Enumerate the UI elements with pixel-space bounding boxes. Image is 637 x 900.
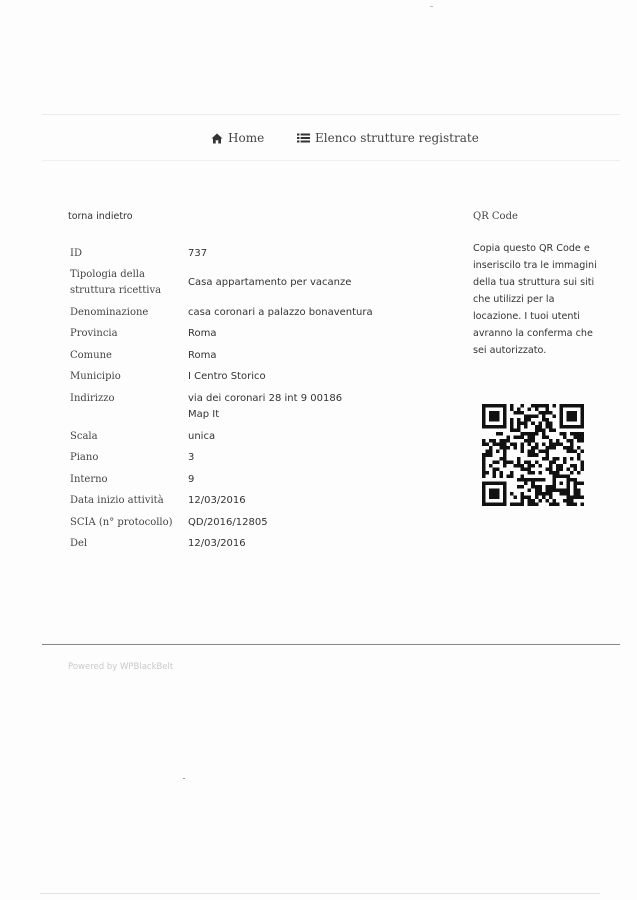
detail-label: Indirizzo <box>70 393 115 404</box>
scan-speck <box>430 6 433 7</box>
nav-elenco-label: Elenco strutture registrate <box>315 131 479 145</box>
nav-divider <box>42 160 620 161</box>
detail-value: via dei coronari 28 int 9 00186 <box>188 393 343 404</box>
home-icon <box>211 133 223 144</box>
detail-value: QD/2016/12805 <box>188 517 268 528</box>
detail-value: unica <box>188 431 216 442</box>
detail-label: Data inizio attività <box>70 495 164 506</box>
detail-value: Casa appartamento per vacanze <box>188 277 352 288</box>
detail-label: Municipio <box>70 371 121 382</box>
detail-label: Piano <box>70 452 99 463</box>
detail-label: Del <box>70 538 88 549</box>
footer-divider <box>42 644 620 645</box>
detail-value: 12/03/2016 <box>188 495 246 506</box>
detail-value: casa coronari a palazzo bonaventura <box>188 307 373 318</box>
scan-speck <box>183 778 185 779</box>
detail-value: 3 <box>188 452 195 463</box>
detail-value: I Centro Storico <box>188 371 266 382</box>
detail-label: SCIA (n° protocollo) <box>70 517 173 528</box>
list-icon <box>297 133 310 143</box>
qr-code-image <box>482 404 584 506</box>
qr-code-description: Copia questo QR Code e inseriscilo tra le immagini della tua struttura sui siti che utilizzi per la locazione. I tuoi utenti avranno la conferma che sei autorizzato. <box>473 243 597 356</box>
detail-label: Comune <box>70 350 112 361</box>
detail-value: 9 <box>188 474 195 485</box>
qr-code-title: QR Code <box>473 211 518 222</box>
map-it-link[interactable]: Map It <box>188 409 220 420</box>
nav-home-label: Home <box>228 131 265 145</box>
detail-value: Roma <box>188 328 217 339</box>
detail-label: Provincia <box>70 328 118 339</box>
main-nav <box>0 131 637 149</box>
powered-by-link[interactable]: Powered by WPBlackBelt <box>68 662 174 672</box>
detail-value: 12/03/2016 <box>188 538 246 549</box>
detail-value: Roma <box>188 350 217 361</box>
top-divider <box>42 114 620 115</box>
detail-label: Scala <box>70 431 98 442</box>
scan-edge <box>40 893 600 894</box>
detail-label: Denominazione <box>70 307 149 318</box>
nav-home[interactable] <box>211 131 264 145</box>
detail-label: Tipologia della struttura ricettiva <box>70 269 162 296</box>
detail-label: ID <box>70 248 82 259</box>
back-link[interactable]: torna indietro <box>68 211 133 222</box>
detail-value: 737 <box>188 248 208 259</box>
nav-elenco-strutture[interactable] <box>297 131 479 145</box>
detail-label: Interno <box>70 474 108 485</box>
